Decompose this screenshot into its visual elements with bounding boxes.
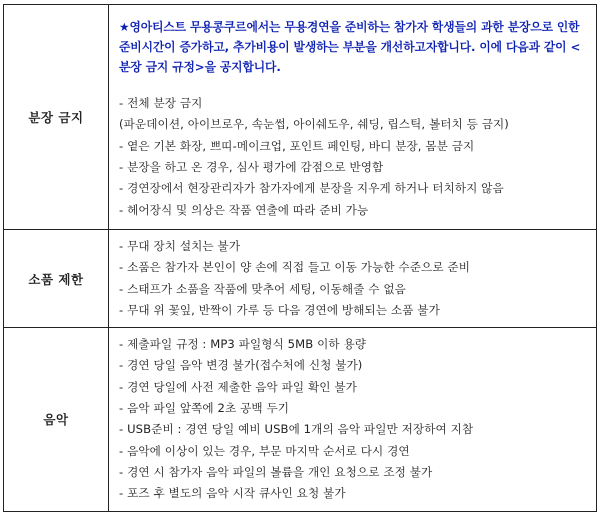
list-item: - 경연 당일에 사전 제출한 음악 파일 확인 불가: [119, 379, 357, 394]
list-item: - USB준비 : 경연 당일 예비 USB에 1개의 음악 파일만 저장하여 지참: [119, 422, 474, 437]
list-item: (파운데이션, 아이브로우, 속눈썹, 아이쉐도우, 쉐딩, 립스틱, 볼터치 등 금지): [119, 117, 509, 132]
section-label: 소품 제한: [4, 230, 109, 328]
music-rule-list: [119, 334, 588, 504]
section-row-music: [4, 328, 597, 511]
list-item: - 전체 분장 금지: [119, 96, 203, 111]
rules-table: [3, 4, 597, 512]
list-item: - 분장을 하고 온 경우, 심사 평가에 감점으로 반영함: [119, 160, 384, 174]
section-content: [109, 230, 597, 328]
list-item: - 음악에 이상이 있는 경우, 부문 마지막 순서로 다시 경연: [119, 443, 410, 458]
section-label: 음악: [4, 328, 109, 511]
list-item: - 제출파일 규정 : MP3 파일형식 5MB 이하 용량: [119, 337, 367, 352]
props-rule-list: [119, 236, 588, 321]
list-item: - 헤어장식 및 의상은 작품 연출에 따라 준비 가능: [119, 202, 369, 217]
section-label: 분장 금지: [4, 5, 109, 230]
list-item: - 소품은 참가자 본인이 양 손에 직접 들고 이동 가능한 수준으로 준비: [119, 260, 471, 275]
list-item: - 경연장에서 현장관리자가 참가자에게 분장을 지우게 하거나 터치하지 않음: [119, 181, 504, 196]
section-row-makeup: [4, 5, 597, 230]
list-item: - 옅은 기본 화장, 쁘띠-메이크업, 포인트 페인팅, 바디 분장, 몸분 금지: [119, 138, 475, 153]
list-item: - 스태프가 소품을 작품에 맞추어 세팅, 이동해줄 수 없음: [119, 281, 406, 296]
section-content: [109, 328, 597, 511]
list-item: - 음악 파일 앞쪽에 2초 공백 두기: [119, 401, 290, 416]
list-item: - 경연 시 참가자 음악 파일의 볼륨을 개인 요청으로 조정 불가: [119, 464, 433, 479]
list-item: - 무대 장치 설치는 불가: [119, 239, 241, 253]
list-item: - 무대 위 꽃잎, 반짝이 가루 등 다음 경연에 방해되는 소품 불가: [119, 302, 440, 317]
list-item: - 포즈 후 별도의 음악 시작 큐사인 요청 불가: [119, 486, 346, 501]
section-row-props: [4, 230, 597, 328]
list-item: - 경연 당일 음악 변경 불가(접수처에 신청 불가): [119, 358, 363, 373]
makeup-notice: ★영아티스트 무용콩쿠르에서는 무용경연을 준비하는 참가자 학생들의 과한 분장으로 인한 준비시간이 증가하고, 추가비용이 발생하는 부분을 개선하고자합니다. 이에 다음과 같이 <분장 금지 규정>을 공지합니다.: [119, 20, 581, 75]
section-content: [109, 5, 597, 230]
makeup-rule-list: [119, 93, 588, 221]
